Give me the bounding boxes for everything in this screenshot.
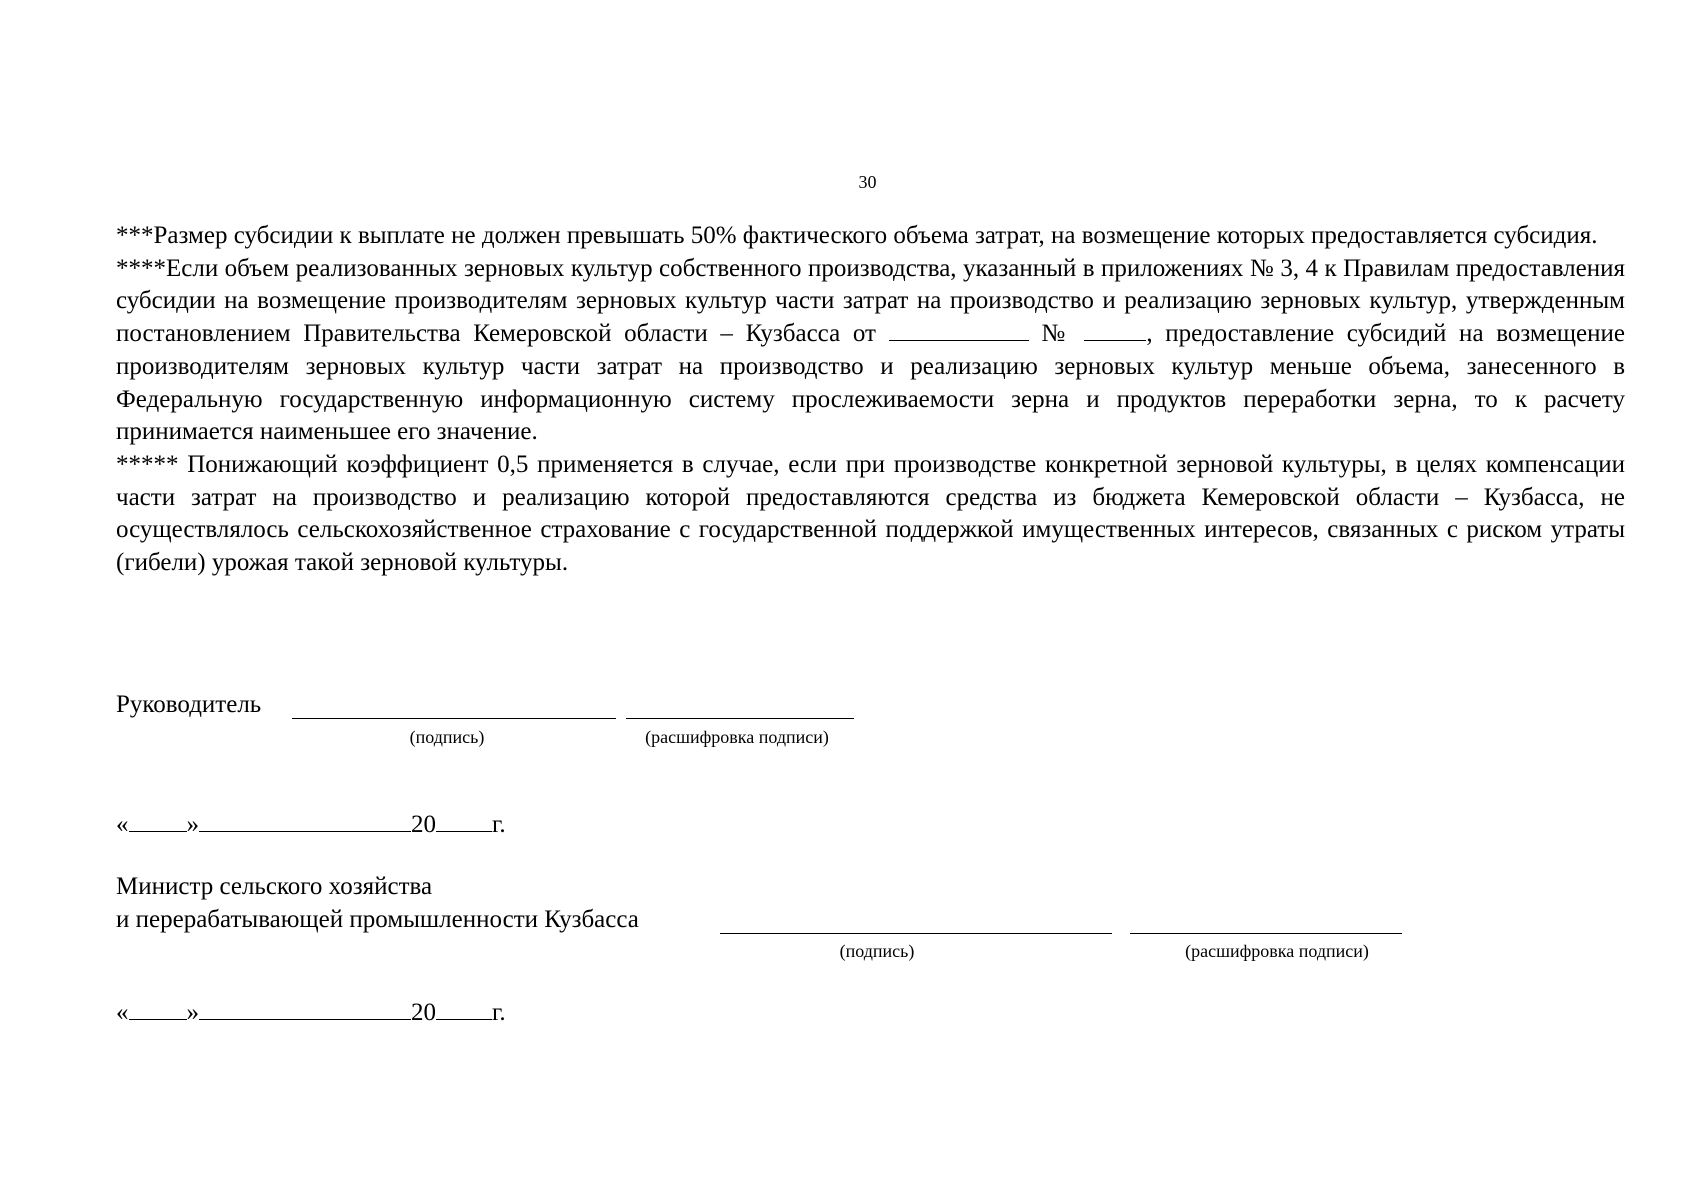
number-sign: № — [1041, 320, 1072, 348]
day-blank — [129, 809, 187, 832]
date-line-1 — [116, 809, 506, 840]
close-quote: » — [186, 999, 199, 1026]
month-blank — [199, 809, 411, 832]
close-quote: » — [186, 811, 199, 838]
year-prefix: 20 — [411, 811, 436, 838]
decree-number-blank — [1084, 318, 1146, 341]
footnote-5: ***** Понижающий коэффициент 0,5 применяется в случае, если при производстве конкретной зерновой культуры, в целях компенсации части затрат на производство и реализацию которой предоставляются средства из бюджета Кемеровской области – Кузбасса, не осуществлялось сельскохозяйственное страхование с государственной поддержкой имущественных интересов, связанных с риском утраты (гибели) урожая такой зерновой культуры. — [116, 450, 1625, 577]
day-blank — [129, 997, 187, 1020]
date-line-2 — [116, 997, 506, 1028]
year-suffix: г. — [492, 999, 506, 1026]
decree-date-blank — [889, 318, 1029, 341]
open-quote: « — [116, 811, 129, 838]
minister-label-line-2: и перерабатывающей промышленности Кузбасса — [116, 906, 639, 933]
year-blank — [436, 997, 492, 1020]
head-decoding-caption: (расшифровка подписи) — [645, 727, 829, 747]
page-number: 30 — [858, 172, 877, 192]
footnotes — [116, 220, 1625, 580]
head-signature-caption: (подпись) — [409, 727, 485, 747]
footnote-4 — [116, 253, 1625, 449]
minister-decoding-line — [1130, 933, 1402, 934]
minister-label-line-1: Министр сельского хозяйства — [116, 873, 433, 900]
minister-decoding-caption: (расшифровка подписи) — [1185, 941, 1369, 961]
year-suffix: г. — [492, 811, 506, 838]
head-signature-line — [292, 718, 616, 719]
open-quote: « — [116, 999, 129, 1026]
footnote-4-text-start: ****Если объем реализованных зерновых культур собственного производства, указанный в приложениях № 3, 4 к Правилам предоставления субсидии на возмещение производителям зерновых культур части затрат на производство и реализацию зерновых культур, утвержденным постановлением Правительства Кемеровской области – Кузбасса от — [116, 254, 1625, 348]
year-blank — [436, 809, 492, 832]
minister-signature-line — [720, 933, 1112, 934]
month-blank — [199, 997, 411, 1020]
footnote-3: ***Размер субсидии к выплате не должен превышать 50% фактического объема затрат, на возмещение которых предоставляется субсидия. — [116, 222, 1598, 249]
year-prefix: 20 — [411, 999, 436, 1026]
head-decoding-line — [626, 718, 854, 719]
minister-signature-caption: (подпись) — [839, 941, 915, 961]
head-label: Руководитель — [116, 691, 262, 718]
footnote-4-text-end: , предоставление субсидий на возмещение производителям зерновых культур части затрат на производство и реализацию зерновых культур меньше объема, занесенного в Федеральную государственную информационную систему прослеживаемости зерна и продуктов переработки зерна, то к расчету принимается наименьшее его значение. — [116, 320, 1625, 446]
